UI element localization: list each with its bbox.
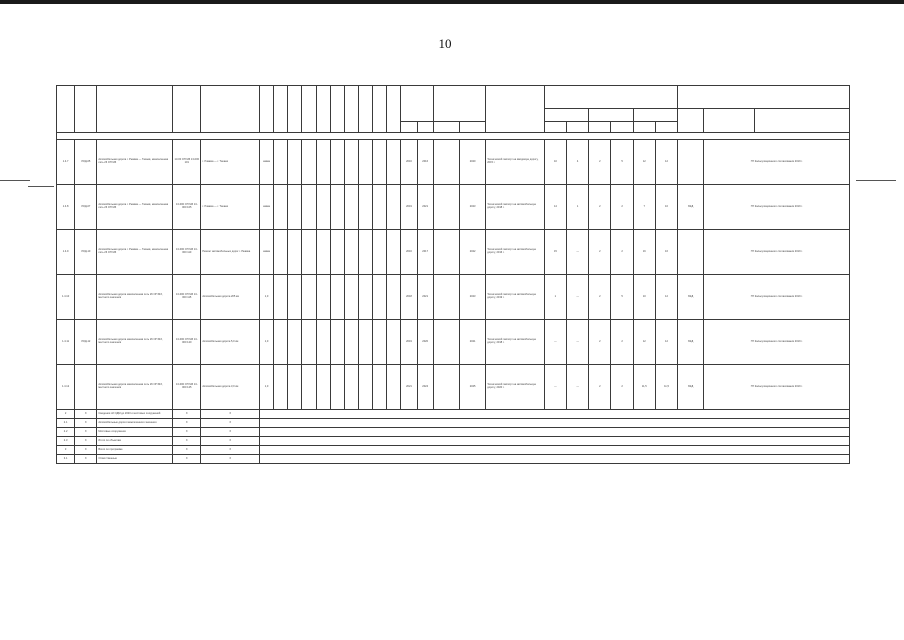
cell-number: 1.4.12: [57, 365, 75, 410]
cell-code: 13-000 ОП МЗ 13-000 125: [173, 365, 201, 410]
header-cell: [754, 109, 849, 133]
cell-code: 13-000 ОП МЗ 13-000 120: [173, 320, 201, 365]
header-cell: [655, 122, 677, 133]
cell-empty: [260, 428, 850, 437]
cell-note: ГП Калькуляционного согласования 2019 г.: [704, 140, 850, 185]
cell: [288, 275, 302, 320]
header-cell: [486, 86, 545, 133]
cell-value: 12: [633, 140, 655, 185]
cell-mark: X: [173, 446, 201, 455]
cell: [330, 230, 344, 275]
cell: [274, 275, 288, 320]
cell: [344, 140, 358, 185]
header-cell: [417, 122, 433, 133]
cell: [433, 275, 459, 320]
cell-note: ГП Калькуляционного согласования 2019 г.: [704, 230, 850, 275]
cell-value: —: [567, 320, 589, 365]
cell-route: Автомобильная дорога 205 км: [201, 275, 260, 320]
cell-id: ЛОД-12: [75, 320, 97, 365]
cell-a: 1,0: [260, 275, 274, 320]
cell: [358, 140, 372, 185]
header-cell: [704, 109, 755, 133]
cell-name: Мостовые сооружения: [97, 428, 173, 437]
cell-value: 12: [655, 140, 677, 185]
cell: [358, 275, 372, 320]
scan-top-edge: [0, 0, 904, 4]
cell-value: 2: [611, 320, 633, 365]
cell-quality: [678, 140, 704, 185]
header-cell: [544, 109, 588, 122]
cell: [373, 365, 387, 410]
cell-value: 12: [655, 320, 677, 365]
cell-name: Итого по объектам: [97, 437, 173, 446]
header-cell: [274, 86, 288, 133]
cell-id: ЛОД-10: [75, 230, 97, 275]
cell-year-start: 2016: [401, 140, 417, 185]
cell: [344, 185, 358, 230]
summary-row: [57, 410, 850, 419]
cell-mark: X: [173, 437, 201, 446]
cell-document: Технический паспорт на автомобильную дорогу, 2018 г.: [486, 185, 545, 230]
cell-year-mid: 2021: [417, 275, 433, 320]
cell-id: ЛОД-07: [75, 185, 97, 230]
cell: [302, 230, 316, 275]
cell-note: ГП Калькуляционного согласования 2019 г.: [704, 185, 850, 230]
cell-document: Технический паспорт на автомобильную дорогу, 2020 г.: [486, 365, 545, 410]
cell-mark: X: [173, 419, 201, 428]
cell-mark: X: [201, 428, 260, 437]
page-number: 10: [438, 36, 452, 51]
table-row: [57, 140, 850, 185]
cell-code: 13-00 ОП МЗ 13-000 101: [173, 140, 201, 185]
cell-empty: [260, 419, 850, 428]
table-row: [57, 320, 850, 365]
cell: [433, 140, 459, 185]
cell-document: Технический паспорт на автомобильную дорогу, 2019 г.: [486, 275, 545, 320]
cell-name: Автомобильная дорога г. Ржавка — Тахаев, межселенная сеть 26 ОП МЗ: [97, 230, 173, 275]
cell-value: 2: [589, 185, 611, 230]
cell: [387, 230, 401, 275]
cell: [387, 140, 401, 185]
cell: [330, 185, 344, 230]
cell-year-end: 2021: [459, 320, 485, 365]
cell-a: аявка: [260, 230, 274, 275]
cell: [288, 230, 302, 275]
cell-year-end: 2023: [459, 185, 485, 230]
cell-year-mid: 2021: [417, 185, 433, 230]
cell-name: Сведения об ОДМ до 2020 и мостовых сооружений: [97, 410, 173, 419]
cell: [373, 230, 387, 275]
cell: [302, 275, 316, 320]
cell: [330, 365, 344, 410]
cell-number: 1.4.11: [57, 320, 75, 365]
cell-document: Технический паспорт на вводимую дорогу, 2015 г.: [486, 140, 545, 185]
header-cell: [678, 109, 704, 133]
cell-value: —: [567, 230, 589, 275]
table-row: [57, 275, 850, 320]
cell-route: Автомобильная дорога 3,0 км: [201, 365, 260, 410]
table-row: [57, 185, 850, 230]
header-cell: [387, 86, 401, 133]
cell-code: 13-000 ОП МЗ 13-000 105: [173, 185, 201, 230]
cell-route: г. Ржавка — г. Тахаев: [201, 185, 260, 230]
cell: [316, 140, 330, 185]
cell-year-end: 2022: [459, 230, 485, 275]
cell: [302, 365, 316, 410]
cell-value: 16: [633, 230, 655, 275]
summary-row: [57, 419, 850, 428]
cell-year-start: 2019: [401, 320, 417, 365]
cell: [387, 320, 401, 365]
cell-route: Автомобильная дорога 5,0 км: [201, 320, 260, 365]
cell-value: 7: [633, 185, 655, 230]
cell-mark: X: [173, 428, 201, 437]
cell-name: Автомобильная дорога межселенная сеть 26 ОП МЗ, местного значения: [97, 365, 173, 410]
header-cell: [544, 86, 677, 109]
cell-mark: X: [75, 419, 97, 428]
cell: [288, 320, 302, 365]
header-cell: [330, 86, 344, 133]
cell: [344, 230, 358, 275]
header-cell: [344, 86, 358, 133]
cell: [274, 185, 288, 230]
cell-mark: X: [75, 428, 97, 437]
cell-year-mid: 2016: [417, 140, 433, 185]
cell: [274, 140, 288, 185]
cell-quality: [678, 230, 704, 275]
cell: [358, 185, 372, 230]
cell-value: 11,5: [655, 365, 677, 410]
cell-year-start: 2018: [401, 275, 417, 320]
cell-quality: БКД: [678, 320, 704, 365]
cell: [373, 275, 387, 320]
cell-name: Всего по программе: [97, 446, 173, 455]
header-cell: [373, 86, 387, 133]
cell-value: 2: [589, 365, 611, 410]
cell-value: 5: [611, 275, 633, 320]
cell: [433, 185, 459, 230]
cell-mark: X: [201, 419, 260, 428]
cell-quality: БКД: [678, 365, 704, 410]
cell-name: Ответственные: [97, 455, 173, 464]
cell: [316, 365, 330, 410]
cell-mark: X: [75, 410, 97, 419]
cell-value: 2: [589, 230, 611, 275]
cell-value: 10: [544, 140, 566, 185]
cell: [274, 320, 288, 365]
cell-number: 2.3: [57, 437, 75, 446]
cell-code: 13-000 ОП МЗ 13-000 110: [173, 230, 201, 275]
cell-a: аявка: [260, 185, 274, 230]
cell-number: 3: [57, 446, 75, 455]
cell-mark: X: [201, 446, 260, 455]
cell: [358, 365, 372, 410]
cell: [302, 185, 316, 230]
cell-a: аявка: [260, 140, 274, 185]
cell-mark: X: [201, 455, 260, 464]
cell-value: 16: [655, 230, 677, 275]
header-cell: [589, 122, 611, 133]
cell: [344, 275, 358, 320]
header-cell: [611, 122, 633, 133]
cell-value: —: [544, 365, 566, 410]
cell: [433, 320, 459, 365]
cell-value: 11,5: [633, 365, 655, 410]
cell-value: 10: [633, 275, 655, 320]
cell-mark: X: [173, 410, 201, 419]
header-cell: [288, 86, 302, 133]
cell: [373, 140, 387, 185]
cell: [344, 320, 358, 365]
cell-value: 2: [589, 140, 611, 185]
header-cell: [678, 86, 850, 109]
table-row: [57, 230, 850, 275]
cell: [288, 140, 302, 185]
cell-id: [75, 275, 97, 320]
header-cell: [401, 122, 417, 133]
cell-name: Автомобильная дорога г. Ржавка — Тахаев, межселенная сеть 26 ОП МЗ: [97, 140, 173, 185]
header-cell: [433, 122, 459, 133]
cell-value: —: [567, 365, 589, 410]
cell: [358, 230, 372, 275]
cell-number: 1.4.9: [57, 230, 75, 275]
cell: [330, 275, 344, 320]
header-cell: [57, 86, 75, 133]
cell: [316, 275, 330, 320]
header-cell: [633, 109, 677, 122]
header-cell: [358, 86, 372, 133]
summary-row: [57, 446, 850, 455]
cell: [274, 230, 288, 275]
cell-year-mid: 2017: [417, 230, 433, 275]
cell: [316, 230, 330, 275]
cell-value: 2: [589, 320, 611, 365]
cell-value: 10: [655, 185, 677, 230]
header-cell: [589, 109, 633, 122]
cell-mark: X: [75, 437, 97, 446]
header-cell: [433, 86, 486, 122]
summary-row: [57, 455, 850, 464]
cell: [288, 185, 302, 230]
cell: [316, 185, 330, 230]
spacer-cell: [57, 133, 850, 140]
cell-value: 2: [611, 365, 633, 410]
cell: [387, 185, 401, 230]
cell: [302, 140, 316, 185]
cell: [316, 320, 330, 365]
cell-year-end: 2023: [459, 275, 485, 320]
cell-number: 1.4.10: [57, 275, 75, 320]
cell-year-mid: 2020: [417, 320, 433, 365]
cell-value: 2: [611, 185, 633, 230]
cell-value: 12: [633, 320, 655, 365]
cell-year-start: 2019: [401, 185, 417, 230]
cell: [302, 320, 316, 365]
header-cell: [201, 86, 260, 133]
cell: [358, 320, 372, 365]
cell: [330, 140, 344, 185]
cell-value: 15: [544, 230, 566, 275]
cell-code: 13-000 ОП МЗ 13-000 115: [173, 275, 201, 320]
cell-value: —: [567, 275, 589, 320]
header-cell: [302, 86, 316, 133]
cell-document: Технический паспорт на автомобильную дорогу, 2018 г.: [486, 320, 545, 365]
table-spacer-row: [57, 133, 850, 140]
cell-id: [75, 365, 97, 410]
cell-number: 2: [57, 410, 75, 419]
cell-note: ГП Калькуляционного согласования 2019 г.: [704, 365, 850, 410]
cell-number: 1.4.8: [57, 185, 75, 230]
cell: [330, 320, 344, 365]
cell-name: Автомобильная дорога межселенная сеть 26 ОП МЗ, местного значения: [97, 275, 173, 320]
cell-number: 3.1: [57, 455, 75, 464]
summary-row: [57, 428, 850, 437]
cell: [373, 185, 387, 230]
cell: [288, 365, 302, 410]
cell: [274, 365, 288, 410]
cell-number: 2.2: [57, 428, 75, 437]
cell-value: 2: [611, 230, 633, 275]
cell-mark: X: [75, 446, 97, 455]
summary-row: [57, 437, 850, 446]
cell: [373, 320, 387, 365]
cell-name: Автомобильная дорога межселенная сеть 26 ОП МЗ, местного значения: [97, 320, 173, 365]
cell-year-start: 2021: [401, 365, 417, 410]
cell: [433, 230, 459, 275]
cell: [387, 365, 401, 410]
cell-route: г. Ржавка — г. Тахаев: [201, 140, 260, 185]
cell-a: 1,0: [260, 365, 274, 410]
cell-value: —: [544, 320, 566, 365]
header-cell: [401, 86, 433, 122]
cell-value: 12: [655, 275, 677, 320]
cell-year-end: 2025: [459, 365, 485, 410]
cell-value: 1: [567, 185, 589, 230]
header-cell: [633, 122, 655, 133]
cell-document: Технический паспорт на автомобильную дорогу, 2016 г.: [486, 230, 545, 275]
cell-empty: [260, 455, 850, 464]
scan-artifact: [28, 186, 54, 187]
cell: [387, 275, 401, 320]
cell-route: Ремонт автомобильных дорог г. Ржавка: [201, 230, 260, 275]
document-table: [56, 85, 850, 464]
table-header-row: [57, 86, 850, 109]
scan-artifact: [0, 180, 30, 181]
cell-quality: БКД: [678, 185, 704, 230]
cell-id: ЛОД-05: [75, 140, 97, 185]
cell-number: 1.4.7: [57, 140, 75, 185]
cell-value: 14: [544, 185, 566, 230]
header-cell: [544, 122, 566, 133]
cell-mark: X: [201, 410, 260, 419]
header-cell: [316, 86, 330, 133]
header-cell: [459, 122, 485, 133]
header-cell: [97, 86, 173, 133]
header-cell: [260, 86, 274, 133]
cell-empty: [260, 446, 850, 455]
cell-name: Автомобильные дороги межселенного значения: [97, 419, 173, 428]
header-cell: [567, 122, 589, 133]
cell-note: ГП Калькуляционного согласования 2019 г.: [704, 275, 850, 320]
header-cell: [75, 86, 97, 133]
cell-year-end: 2020: [459, 140, 485, 185]
cell-mark: X: [201, 437, 260, 446]
cell: [433, 365, 459, 410]
cell-note: ГП Калькуляционного согласования 2019 г.: [704, 320, 850, 365]
cell-empty: [260, 437, 850, 446]
cell-value: 4: [567, 140, 589, 185]
header-cell: [173, 86, 201, 133]
cell-year-start: 2016: [401, 230, 417, 275]
table-row: [57, 365, 850, 410]
cell-value: 5: [611, 140, 633, 185]
cell-quality: БКД: [678, 275, 704, 320]
cell-value: 1: [544, 275, 566, 320]
cell-empty: [260, 410, 850, 419]
cell-mark: X: [75, 455, 97, 464]
cell: [344, 365, 358, 410]
cell-name: Автомобильная дорога г. Ржавка — Тахаев, межселенная сеть 26 ОП МЗ: [97, 185, 173, 230]
cell-mark: X: [173, 455, 201, 464]
cell-number: 2.1: [57, 419, 75, 428]
scan-artifact: [856, 180, 896, 181]
cell-year-mid: 2024: [417, 365, 433, 410]
cell-value: 2: [589, 275, 611, 320]
cell-a: 1,0: [260, 320, 274, 365]
